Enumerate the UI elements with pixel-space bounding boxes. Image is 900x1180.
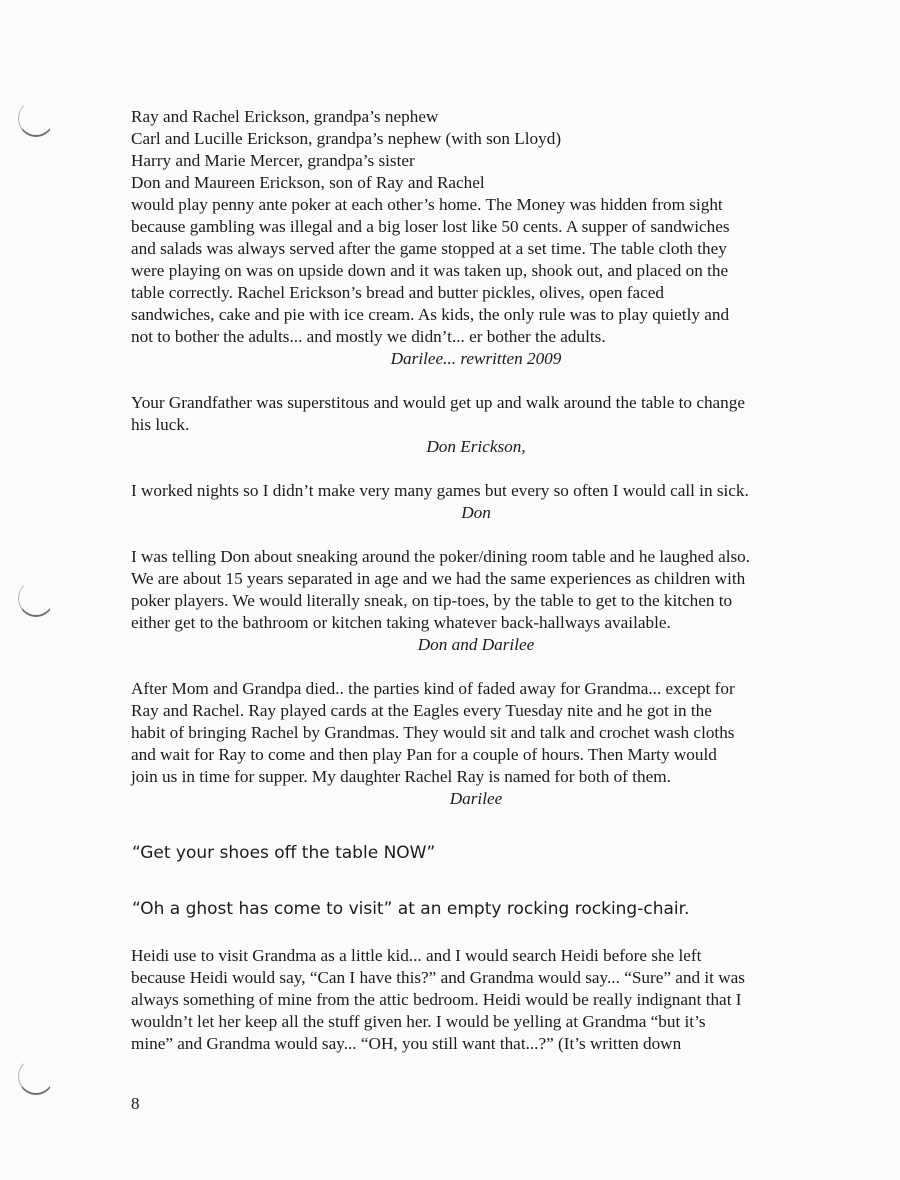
heidi-paragraph [131, 945, 821, 1055]
binder-hole-middle [18, 580, 54, 617]
text-line: Ray and Rachel Erickson, grandpa’s nephew [131, 107, 439, 126]
text-line: poker players. We would literally sneak, on tip-toes, by the table to get to the kitchen to [131, 591, 733, 610]
superstition-paragraph [131, 392, 821, 458]
text-line: and wait for Ray to come and then play Pan for a couple of hours. Then Marty would [131, 745, 717, 764]
text-line: because gambling was illegal and a big loser lost like 50 cents. A supper of sandwiches [131, 217, 730, 236]
text-line: because Heidi would say, “Can I have this?” and Grandma would say... “Sure” and it was [131, 968, 745, 987]
nights-paragraph [131, 480, 821, 524]
after-paragraph [131, 678, 821, 810]
text-line: After Mom and Grandpa died.. the parties kind of faded away for Grandma... except for [131, 679, 735, 698]
text-line: either get to the bathroom or kitchen taking whatever back-hallways available. [131, 613, 671, 632]
signature: Don Erickson, [426, 437, 526, 456]
text-line: join us in time for supper. My daughter Rachel Ray is named for both of them. [131, 767, 671, 786]
binder-hole-bottom [18, 1058, 54, 1095]
text-line: were playing on was on upside down and it was taken up, shook out, and placed on the [131, 261, 729, 280]
text-line: table correctly. Rachel Erickson’s bread and butter pickles, olives, open faced [131, 283, 664, 302]
sneaking-paragraph [131, 546, 821, 656]
text-line: I worked nights so I didn’t make very many games but every so often I would call in sick. [131, 481, 749, 500]
signature: Don [461, 503, 491, 522]
text-line: Heidi use to visit Grandma as a little kid... and I would search Heidi before she left [131, 946, 702, 965]
text-line: Carl and Lucille Erickson, grandpa’s nephew (with son Lloyd) [131, 129, 562, 148]
text-line: Your Grandfather was superstitous and would get up and walk around the table to change [131, 393, 745, 412]
text-line: would play penny ante poker at each other’s home. The Money was hidden from sight [131, 195, 723, 214]
text-line: Ray and Rachel. Ray played cards at the Eagles every Tuesday nite and he got in the [131, 701, 712, 720]
text-line: always something of mine from the attic bedroom. Heidi would be really indignant that I [131, 990, 742, 1009]
text-line: I was telling Don about sneaking around the poker/dining room table and he laughed also. [131, 547, 751, 566]
text-line: We are about 15 years separated in age and we had the same experiences as children with [131, 569, 746, 588]
quote-shoes: “Get your shoes off the table NOW” [132, 843, 436, 863]
text-line: Don and Maureen Erickson, son of Ray and Rachel [131, 173, 485, 192]
page-number: 8 [131, 1094, 140, 1113]
text-line: not to bother the adults... and mostly we didn’t... er bother the adults. [131, 327, 606, 346]
text-line: and salads was always served after the game stopped at a set time. The table cloth they [131, 239, 727, 258]
text-line: Harry and Marie Mercer, grandpa’s sister [131, 151, 415, 170]
text-line: habit of bringing Rachel by Grandmas. They would sit and talk and crochet wash cloths [131, 723, 735, 742]
binder-hole-top [18, 100, 54, 137]
signature: Don and Darilee [417, 635, 535, 654]
text-line: mine” and Grandma would say... “OH, you still want that...?” (It’s written down [131, 1034, 682, 1053]
signature: Darilee [449, 789, 503, 808]
text-line: wouldn’t let her keep all the stuff given her. I would be yelling at Grandma “but it’s [131, 1012, 706, 1031]
quote-ghost: “Oh a ghost has come to visit” at an empty rocking rocking-chair. [132, 899, 690, 919]
document-body [131, 106, 821, 1055]
text-line: his luck. [131, 415, 190, 434]
signature: Darilee... rewritten 2009 [390, 349, 562, 368]
text-line: sandwiches, cake and pie with ice cream. As kids, the only rule was to play quietly and [131, 305, 730, 324]
intro-paragraph [131, 106, 821, 370]
